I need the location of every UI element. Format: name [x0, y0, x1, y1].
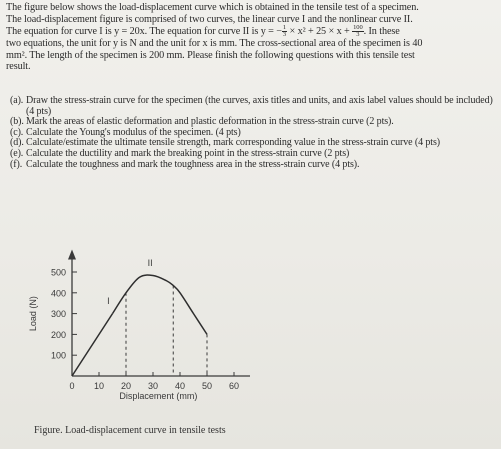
question-label: (f).	[10, 158, 23, 170]
intro-line-6: result.	[6, 61, 31, 73]
x-tick-label: 0	[69, 381, 75, 391]
question-list	[10, 96, 496, 170]
figure-caption: Figure. Load-displacement curve in tensile tests	[34, 425, 226, 436]
curve-label: I	[107, 296, 110, 307]
y-tick-label: 200	[50, 329, 66, 340]
question-text: Calculate the Young's modulus of the specimen. (4 pts)	[26, 126, 241, 138]
question-f	[10, 160, 496, 171]
fraction-hundred-thirds	[352, 25, 363, 38]
y-tick-label: 300	[50, 309, 66, 320]
question-label: (d).	[10, 137, 24, 149]
intro-line-3-part-a: The equation for curve I is y = 20x. The equation for curve II is y = −	[6, 26, 282, 38]
y-tick-label: 400	[50, 288, 66, 299]
question-text: Calculate/estimate the ultimate tensile strength, mark corresponding value in the stress-strain curve (4 pts)	[26, 137, 440, 149]
y-tick-label: 100	[50, 350, 66, 361]
problem-statement	[6, 2, 496, 73]
question-a	[10, 96, 496, 117]
x-tick-label: 10	[93, 381, 105, 391]
y-tick-label: 500	[50, 267, 66, 278]
x-tick-label: 50	[201, 381, 213, 391]
intro-line-3-part-c: . In these	[363, 26, 400, 38]
fraction-one-third	[282, 25, 287, 38]
fraction-denominator: 3	[282, 31, 287, 39]
x-tick-label: 60	[228, 381, 240, 391]
curve-i-line	[72, 314, 113, 376]
x-tick-label: 30	[147, 381, 159, 391]
load-displacement-chart	[0, 200, 501, 420]
x-tick-label: 20	[120, 381, 132, 391]
question-text: Draw the stress-strain curve for the specimen (the curves, axis titles and units, and axis label values should be included) (4 pts)	[26, 95, 493, 117]
intro-line-5: mm². The length of the specimen is 200 mm. Please finish the following questions with this tensile test	[6, 49, 415, 61]
question-label: (e).	[10, 147, 24, 159]
fraction-numerator: 1	[282, 24, 287, 32]
y-axis-title: Load (N)	[28, 296, 38, 332]
y-axis-arrow	[68, 250, 76, 260]
intro-line-1: The figure below shows the load-displacement curve which is obtained in the tensile test of a specimen.	[6, 2, 419, 13]
intro-line-3-part-b: × x² + 25 × x +	[289, 26, 350, 38]
question-label: (b).	[10, 116, 24, 128]
fraction-numerator: 100	[353, 24, 363, 32]
fraction-denominator: 3	[356, 31, 360, 39]
x-axis-title: Displacement (mm)	[119, 391, 198, 401]
question-label: (c).	[10, 126, 24, 138]
intro-line-2: The load-displacement figure is comprised of two curves, the linear curve I and the nonlinear curve II.	[6, 13, 413, 25]
curve-ii-line	[113, 275, 208, 334]
question-text: Calculate the ductility and mark the breaking point in the stress-strain curve (2 pts)	[26, 147, 350, 159]
question-text: Mark the areas of elastic deformation and plastic deformation in the stress-strain curve (2 pts).	[26, 116, 394, 128]
x-tick-label: 40	[174, 381, 186, 391]
question-label: (a).	[10, 95, 24, 106]
question-text: Calculate the toughness and mark the toughness area in the stress-strain curve (4 pts).	[26, 158, 360, 170]
intro-line-3	[6, 25, 496, 38]
intro-line-4: two equations, the unit for y is N and the unit for x is mm. The cross-sectional area of the specimen is 40	[6, 38, 423, 50]
curve-label: II	[147, 257, 153, 268]
